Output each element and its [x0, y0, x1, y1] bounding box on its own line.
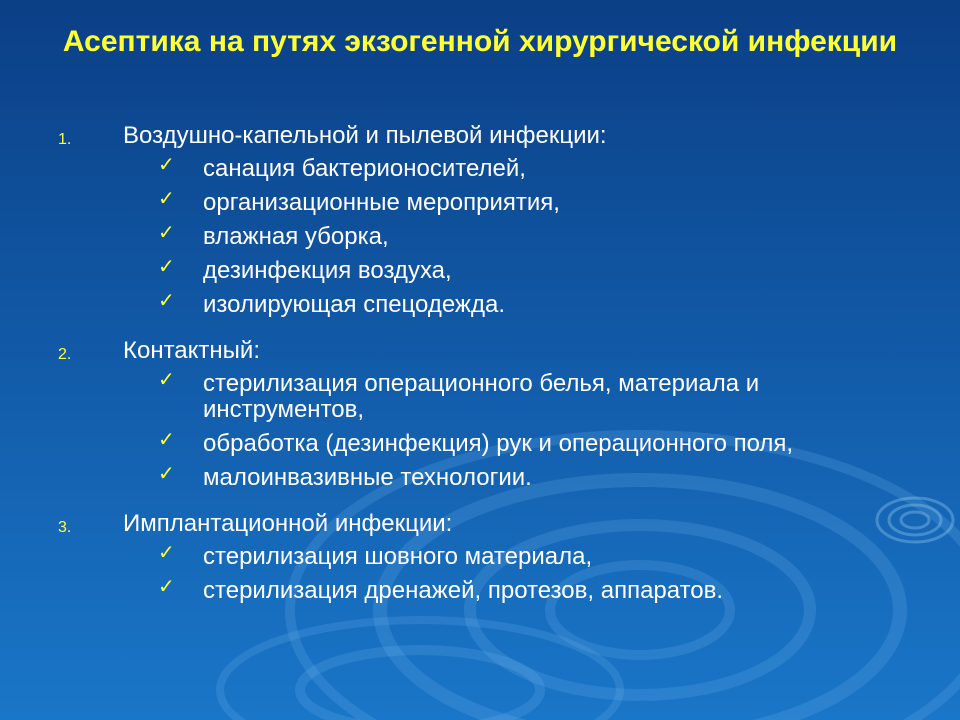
section-number: 3. — [58, 519, 72, 536]
list-item — [0, 220, 960, 250]
list-item — [0, 540, 960, 570]
list-item-text: санация бактерионосителей, — [203, 155, 526, 182]
check-icon: ✓ — [158, 367, 175, 391]
list-item-text: стерилизация шовного материала, — [203, 543, 593, 570]
list-item — [0, 288, 960, 318]
check-icon: ✓ — [158, 574, 175, 598]
list-item-text: изолирующая спецодежда. — [203, 291, 506, 318]
list-item — [0, 254, 960, 284]
list-item-text: дезинфекция воздуха, — [203, 257, 452, 284]
check-icon: ✓ — [158, 152, 175, 176]
section-heading: Контактный: — [123, 337, 260, 364]
section-contact — [0, 333, 960, 491]
list-item — [0, 461, 960, 491]
check-icon: ✓ — [158, 220, 175, 244]
list-item-text: стерилизация дренажей, протезов, аппаратов. — [203, 577, 724, 604]
section-heading: Имплантационной инфекции: — [123, 510, 453, 537]
check-icon: ✓ — [158, 186, 175, 210]
slide-title: Асептика на путях экзогенной хирургической инфекции — [62, 25, 898, 58]
check-icon: ✓ — [158, 254, 175, 278]
list-item — [0, 152, 960, 182]
list-item-text: обработка (дезинфекция) рук и операционного поля, — [203, 430, 794, 457]
list-item-text: организационные мероприятия, — [203, 189, 560, 216]
list-item — [0, 427, 960, 457]
check-icon: ✓ — [158, 461, 175, 485]
list-item-text: малоинвазивные технологии. — [203, 464, 532, 491]
content-list — [0, 118, 960, 619]
check-icon: ✓ — [158, 427, 175, 451]
check-icon: ✓ — [158, 540, 175, 564]
list-item — [0, 574, 960, 604]
check-icon: ✓ — [158, 288, 175, 312]
section-number: 2. — [58, 346, 72, 363]
section-implantation — [0, 506, 960, 604]
list-item — [0, 367, 960, 423]
list-item-text: стерилизация операционного белья, материала и инструментов, — [203, 370, 760, 423]
section-airborne — [0, 118, 960, 318]
list-item-text: влажная уборка, — [203, 223, 389, 250]
section-heading: Воздушно-капельной и пылевой инфекции: — [123, 122, 607, 149]
list-item — [0, 186, 960, 216]
section-number: 1. — [58, 131, 72, 148]
